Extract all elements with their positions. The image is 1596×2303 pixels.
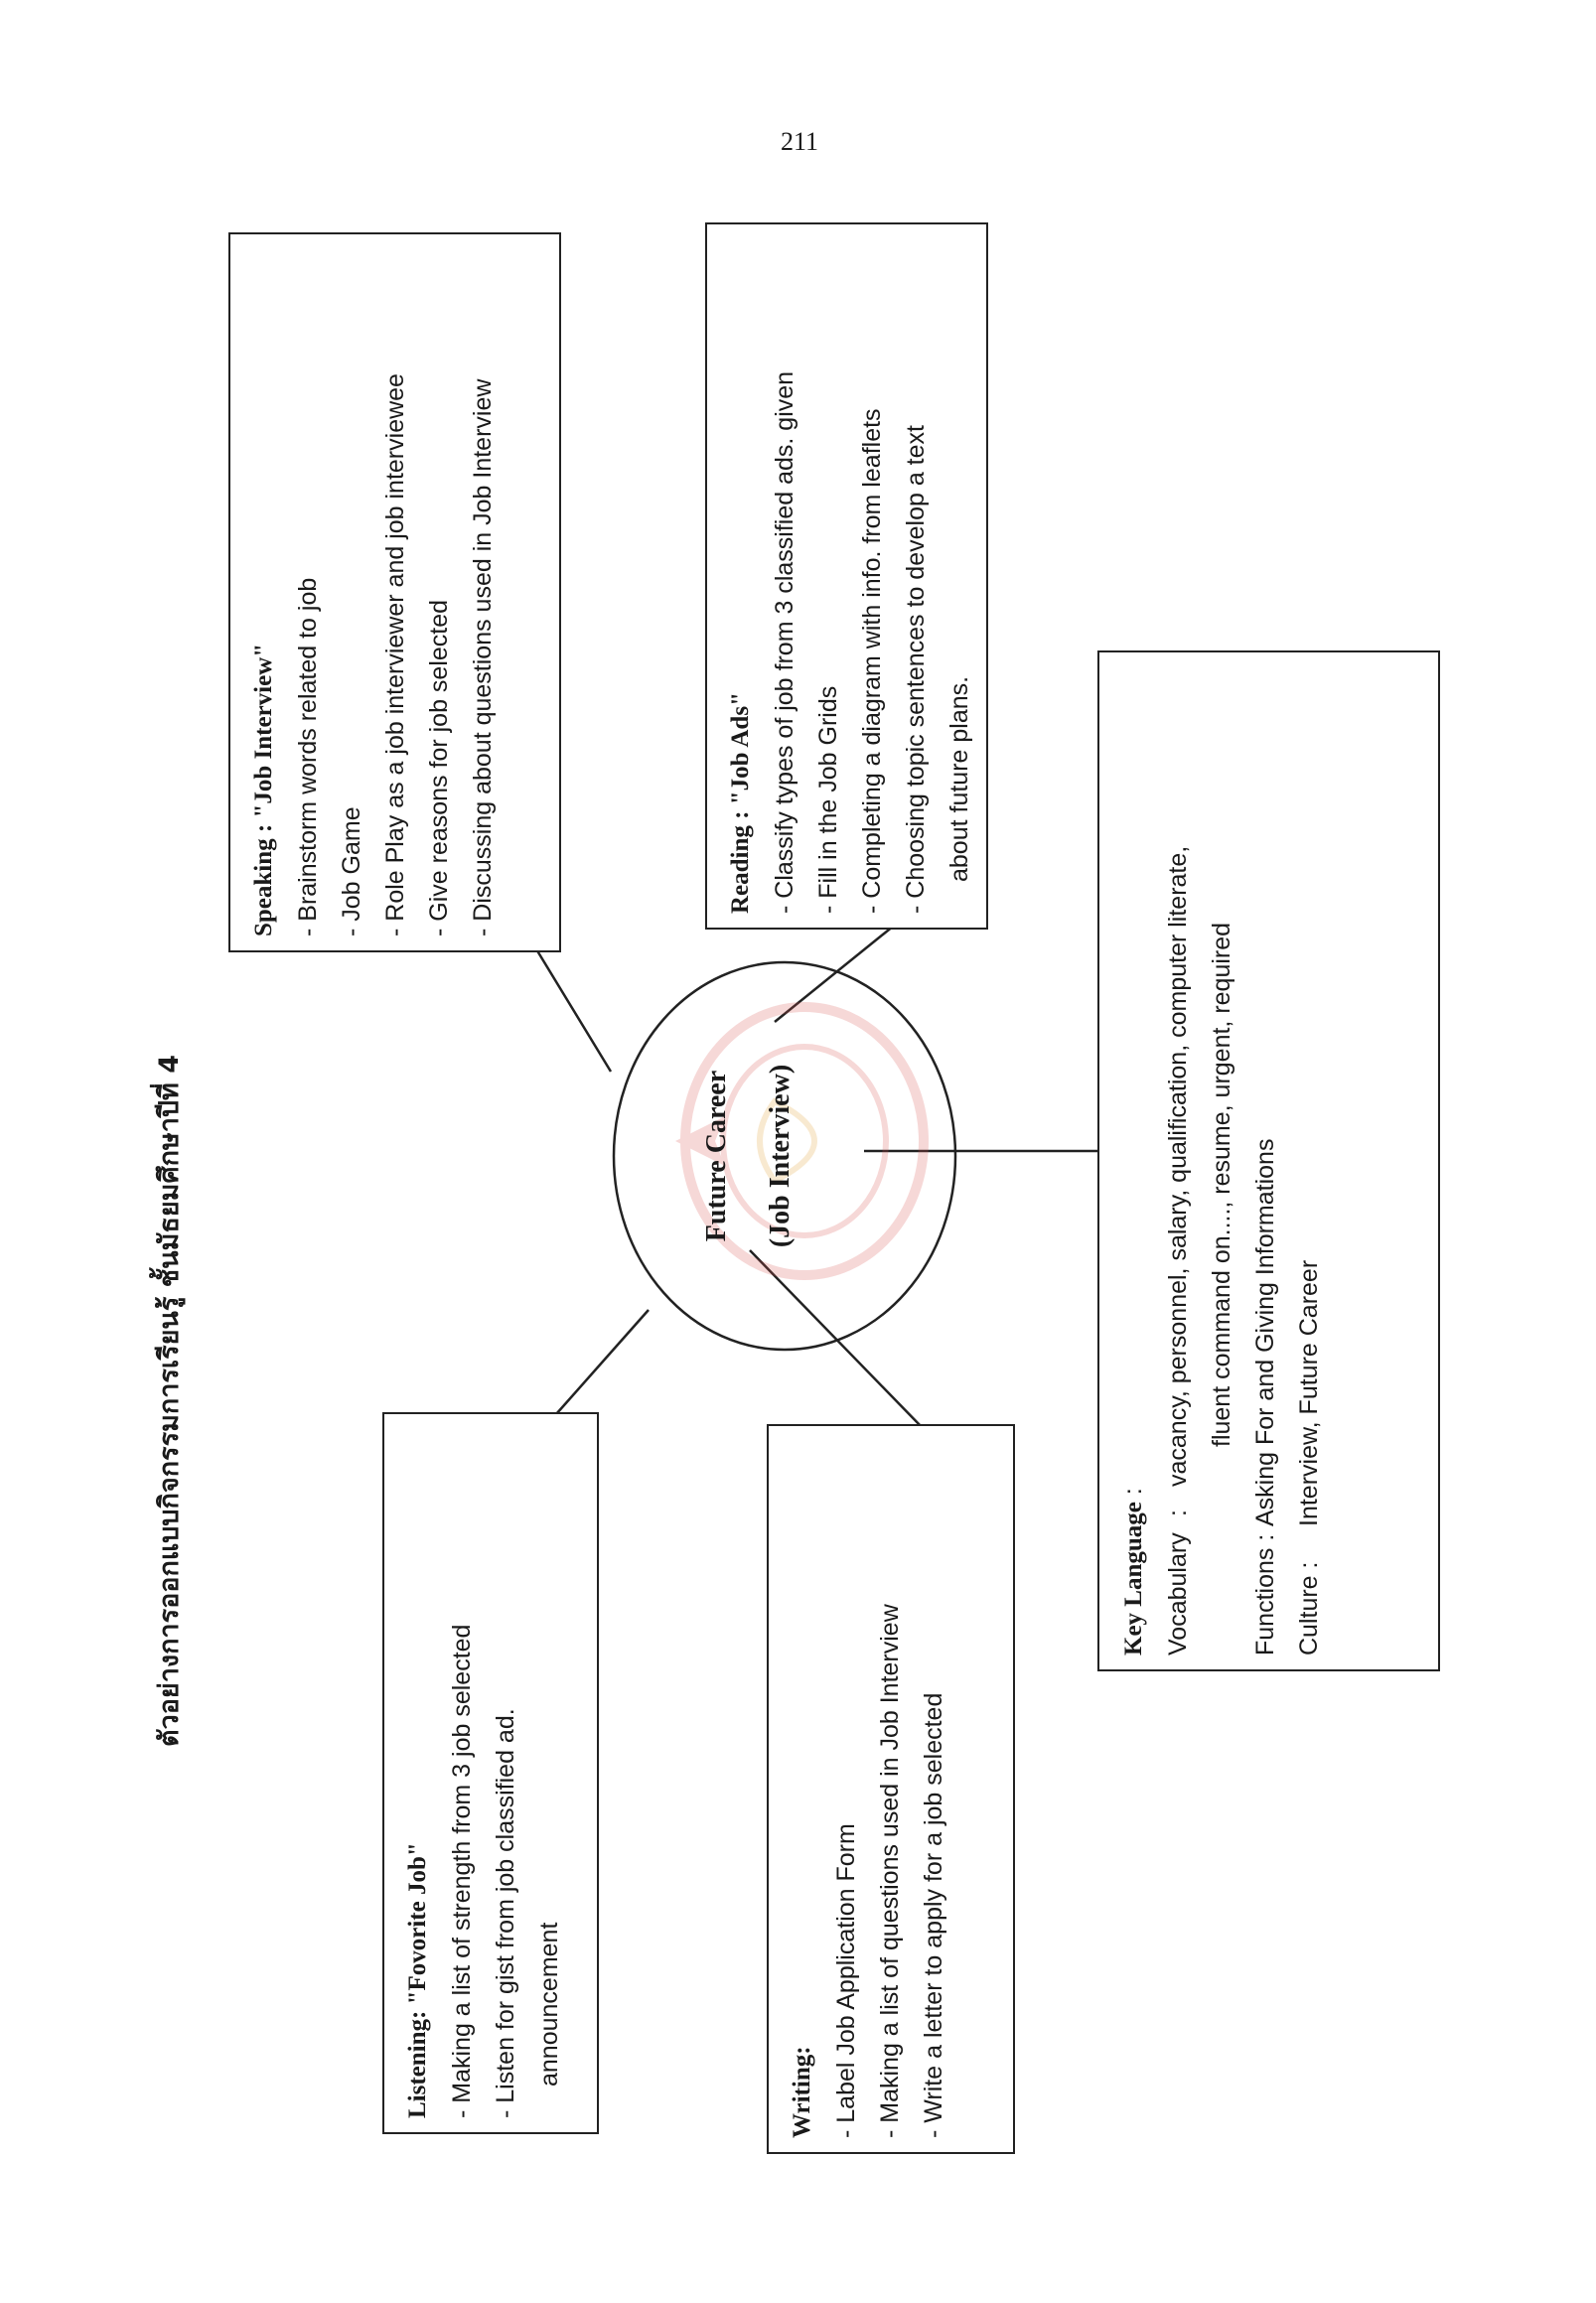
reading-item: - Classify types of job from 3 classified ads. given xyxy=(771,370,798,914)
reading-item: about future plans. xyxy=(945,675,973,882)
writing-item: - Making a list of questions used in Job Interview xyxy=(876,1604,904,2138)
listening-item: - Listen for gist from job classified ad. xyxy=(492,1708,519,2118)
reading-title: Reading : "Job Ads" xyxy=(727,692,754,914)
functions-value: Asking For and Giving Informations xyxy=(1251,1138,1279,1526)
listening-box xyxy=(382,1412,599,2134)
vocabulary-line-1: vacancy, personnel, salary, qualification, computer literate, xyxy=(1164,845,1192,1487)
key-language-title: Key Language xyxy=(1120,1502,1147,1655)
writing-item: - Write a letter to apply for a job selected xyxy=(920,1692,947,2138)
speaking-item: - Job Game xyxy=(338,806,365,936)
speaking-item: - Give reasons for job selected xyxy=(425,599,453,936)
reading-item: - Fill in the Job Grids xyxy=(814,685,842,914)
speaking-title: Speaking : "Job Interview" xyxy=(250,643,277,936)
key-language-box: Key Language : Vocabulary : vacancy, personnel, salary, qualification, computer literate, fluent command on...., resume, urgent, required Functions : Asking For and Giving Informations Culture : Interview, Future Career xyxy=(1097,650,1440,1671)
reading-box xyxy=(705,222,988,930)
listening-item: - Making a list of strength from 3 job selected xyxy=(448,1624,476,2118)
center-title: Future Career xyxy=(701,1070,732,1242)
reading-item: - Choosing topic sentences to develop a text xyxy=(902,425,930,914)
listening-title: Listening: "Fovorite Job" xyxy=(404,1842,431,2118)
culture-value: Interview, Future Career xyxy=(1295,1259,1323,1526)
speaking-item: - Role Play as a job interviewer and job interviewee xyxy=(381,373,409,936)
reading-item: - Completing a diagram with info. from leaflets xyxy=(858,408,886,914)
writing-box xyxy=(767,1424,1015,2154)
speaking-box xyxy=(228,232,561,952)
connector-listening xyxy=(556,1310,649,1414)
speaking-item: - Discussing about questions used in Job Interview xyxy=(469,378,497,936)
listening-item: announcement xyxy=(535,1922,563,2087)
vocabulary-label: Vocabulary xyxy=(1164,1532,1192,1655)
writing-title: Writing: xyxy=(789,2046,815,2138)
page-heading: ตัวอย่างการออกแบบกิจกรรมการเรียนรู้ ชั้นมัธยมศึกษาปีที่ 4 xyxy=(154,1054,185,1747)
writing-item: - Label Job Application Form xyxy=(832,1823,860,2138)
center-subtitle: (Job Interview) xyxy=(765,1064,796,1248)
culture-label: Culture : xyxy=(1295,1561,1323,1655)
functions-label: Functions : xyxy=(1251,1533,1279,1655)
speaking-item: - Brainstorm words related to job xyxy=(294,577,322,936)
center-topic xyxy=(685,1042,812,1270)
page-number: 211 xyxy=(780,127,819,156)
key-language-colon: : xyxy=(1119,1488,1147,1503)
vocabulary-line-2: fluent command on...., resume, urgent, required xyxy=(1208,922,1235,1447)
